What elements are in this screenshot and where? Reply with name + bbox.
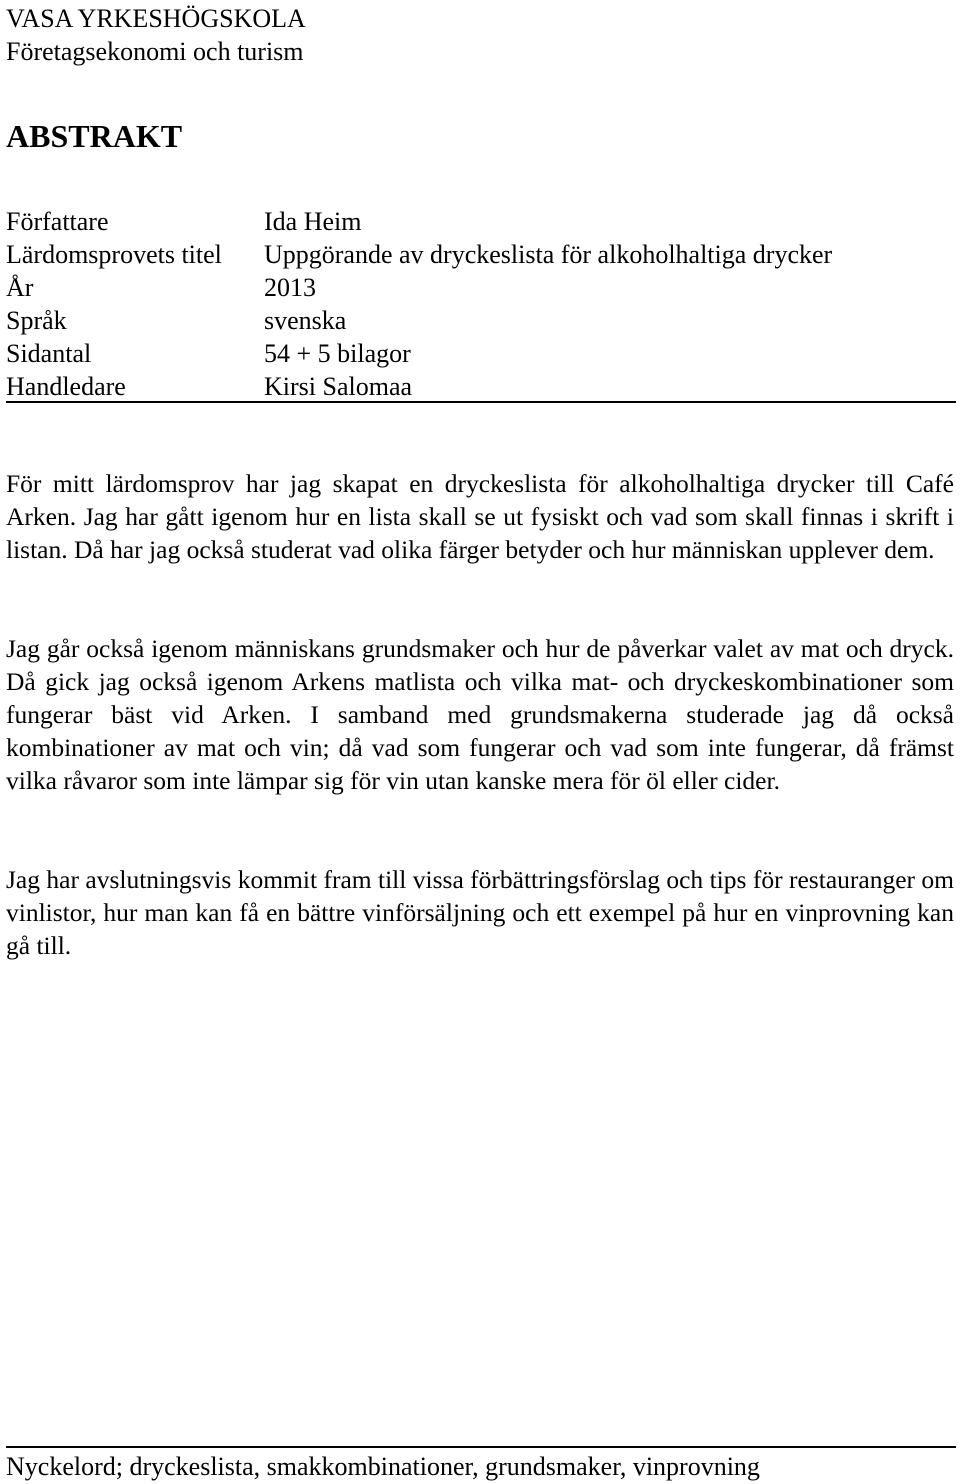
abstract-paragraph: För mitt lärdomsprov har jag skapat en dryckeslista för alkoholhaltiga drycker till Café Arken. Jag har gått igenom hur en lista skall se ut fysiskt och vad som skall finnas i skrift i listan. Då har jag också studerat vad olika färger betyder och hur människan upplever dem. [6,468,954,564]
meta-value: Uppgörande av dryckeslista för alkoholhaltiga drycker [264,240,833,269]
meta-label: Författare [6,207,109,236]
meta-label: Sidantal [6,339,92,368]
meta-value: 54 + 5 bilagor [264,339,411,368]
divider [6,1446,956,1448]
meta-value: Kirsi Salomaa [264,372,413,401]
keywords-line: Nyckelord; dryckeslista, smakkombinationer, grundsmaker, vinprovning [6,1452,760,1481]
divider [6,401,956,403]
meta-value: Ida Heim [264,207,362,236]
department-name: Företagsekonomi och turism [6,37,304,66]
meta-value: svenska [264,306,347,335]
page-title: ABSTRAKT [6,118,183,154]
school-name: VASA YRKESHÖGSKOLA [6,4,306,33]
meta-label: Handledare [6,372,126,401]
meta-label: Lärdomsprovets titel [6,240,222,269]
meta-label: Språk [6,306,67,335]
abstract-paragraph: Jag går också igenom människans grundsmaker och hur de påverkar valet av mat och dryck. Då gick jag också igenom Arkens matlista och vilka mat- och dryckeskombinationer som fungerar bäst vid Arken. I samband med grundsmakerna studerade jag då också kombinationer av mat och vin; då vad som fungerar och vad som inte fungerar, då främst vilka råvaror som inte lämpar sig för vin utan kanske mera för öl eller cider. [6,633,954,795]
abstract-paragraph: Jag har avslutningsvis kommit fram till vissa förbättringsförslag och tips för restauranger om vinlistor, hur man kan få en bättre vinförsäljning och ett exempel på hur en vinprovning kan gå till. [6,864,954,960]
meta-value: 2013 [264,273,316,302]
meta-label: År [6,273,34,302]
